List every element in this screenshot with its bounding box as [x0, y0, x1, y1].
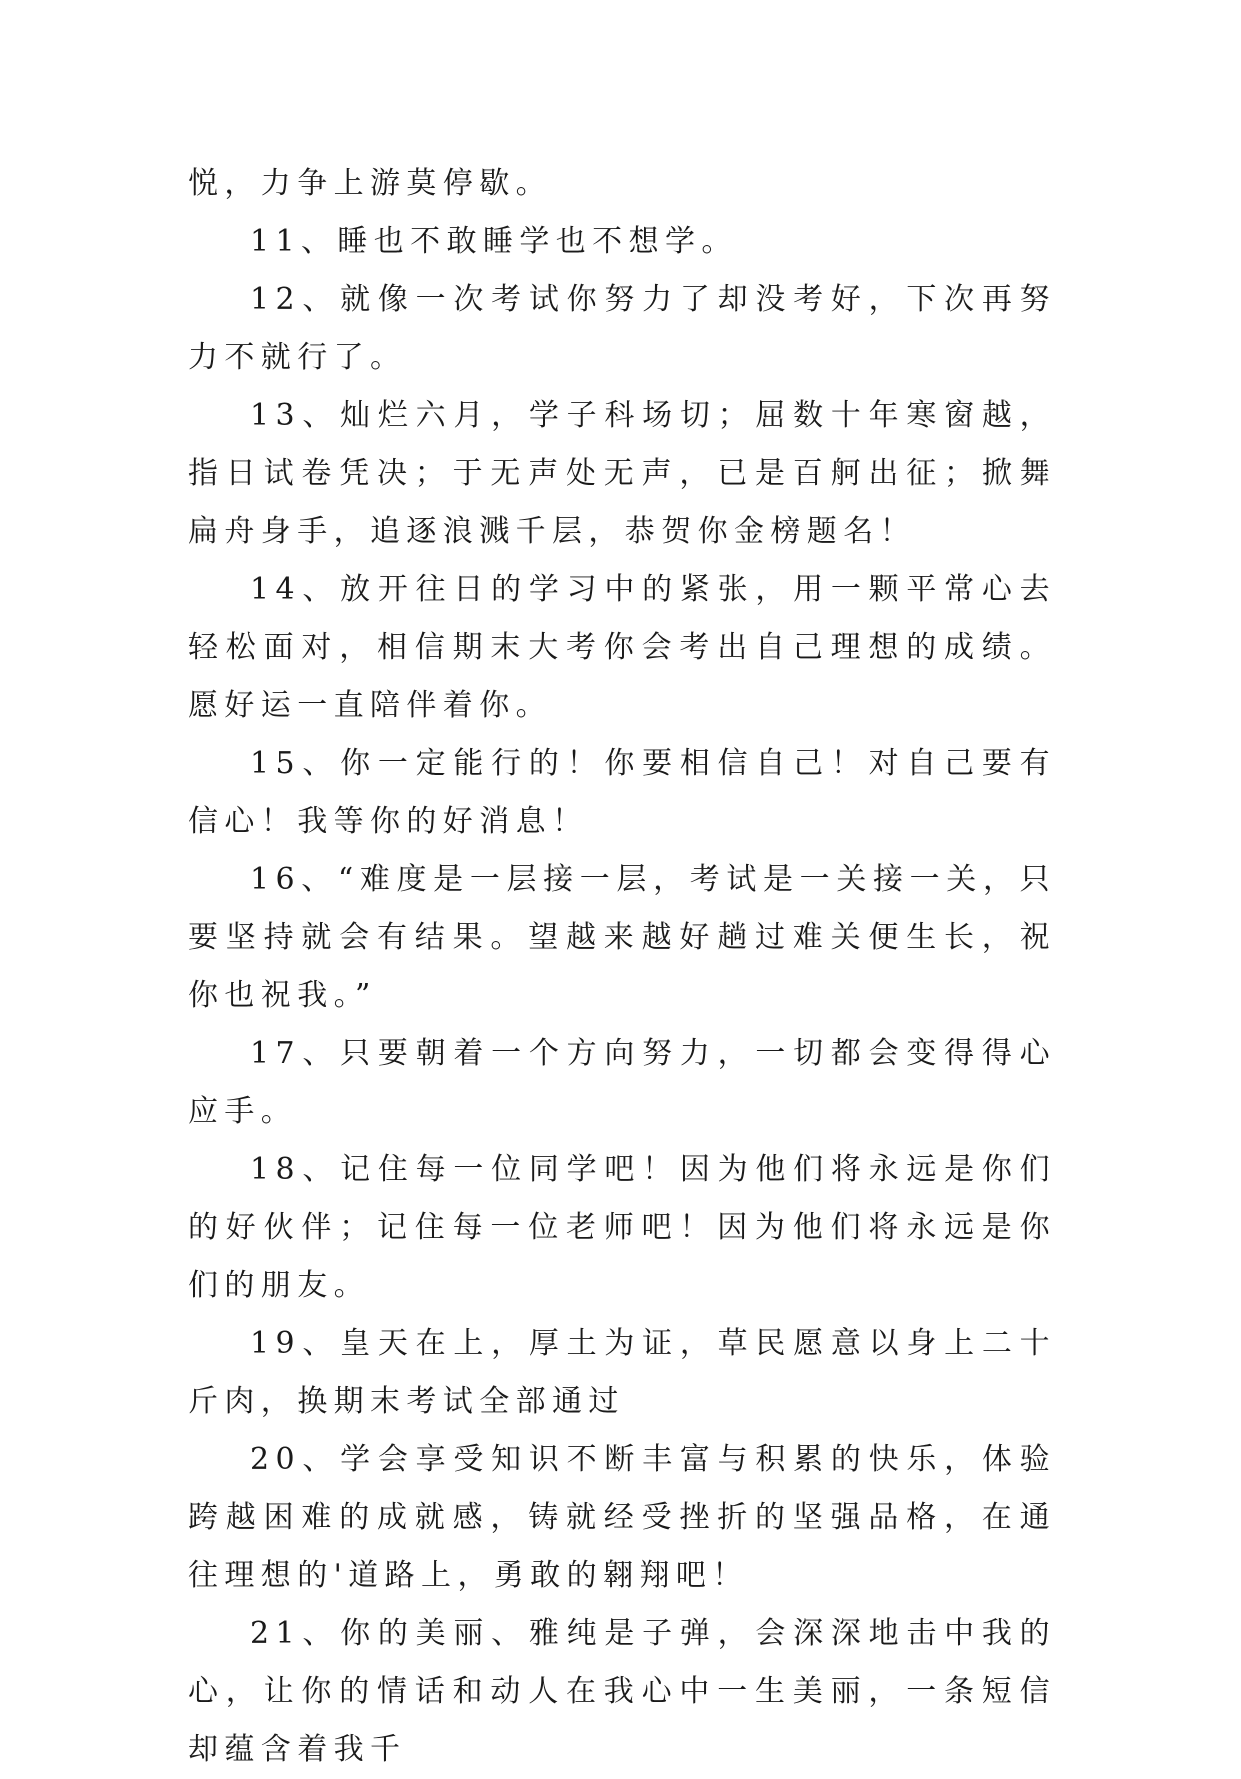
- paragraph-11: 11、睡也不敢睡学也不想学。: [250, 224, 738, 259]
- paragraph-19: 19、皇天在上，厚土为证，草民愿意以身上二十斤肉，换期末考试全部通过: [188, 1326, 1056, 1419]
- paragraph-16: 16、“难度是一层接一层，考试是一关接一关，只要坚持就会有结果。望越来越好趟过难关便生长，祝你也祝我。”: [188, 862, 1056, 1013]
- paragraph-12: 12、就像一次考试你努力了却没考好，下次再努力不就行了。: [188, 282, 1056, 375]
- document-body: [188, 155, 1056, 1779]
- paragraph-15: 15、你一定能行的！你要相信自己！对自己要有信心！我等你的好消息！: [188, 746, 1056, 839]
- paragraph-20: 20、学会享受知识不断丰富与积累的快乐，体验跨越困难的成就感，铸就经受挫折的坚强品格，在通往理想的'道路上，勇敢的翱翔吧！: [188, 1442, 1056, 1593]
- paragraph-13: 13、灿烂六月，学子科场切；屈数十年寒窗越，指日试卷凭决；于无声处无声，已是百舸出征；掀舞扁舟身手，追逐浪溅千层，恭贺你金榜题名！: [188, 398, 1056, 549]
- paragraph-18: 18、记住每一位同学吧！因为他们将永远是你们的好伙伴；记住每一位老师吧！因为他们将永远是你们的朋友。: [188, 1152, 1056, 1303]
- paragraph-continuation: 悦，力争上游莫停歇。: [188, 166, 552, 201]
- paragraph-21: 21、你的美丽、雅纯是子弹，会深深地击中我的心，让你的情话和动人在我心中一生美丽，一条短信却蕴含着我千: [188, 1616, 1056, 1767]
- paragraph-14: 14、放开往日的学习中的紧张，用一颗平常心去轻松面对，相信期末大考你会考出自己理想的成绩。愿好运一直陪伴着你。: [188, 572, 1056, 723]
- paragraph-17: 17、只要朝着一个方向努力，一切都会变得得心应手。: [188, 1036, 1056, 1129]
